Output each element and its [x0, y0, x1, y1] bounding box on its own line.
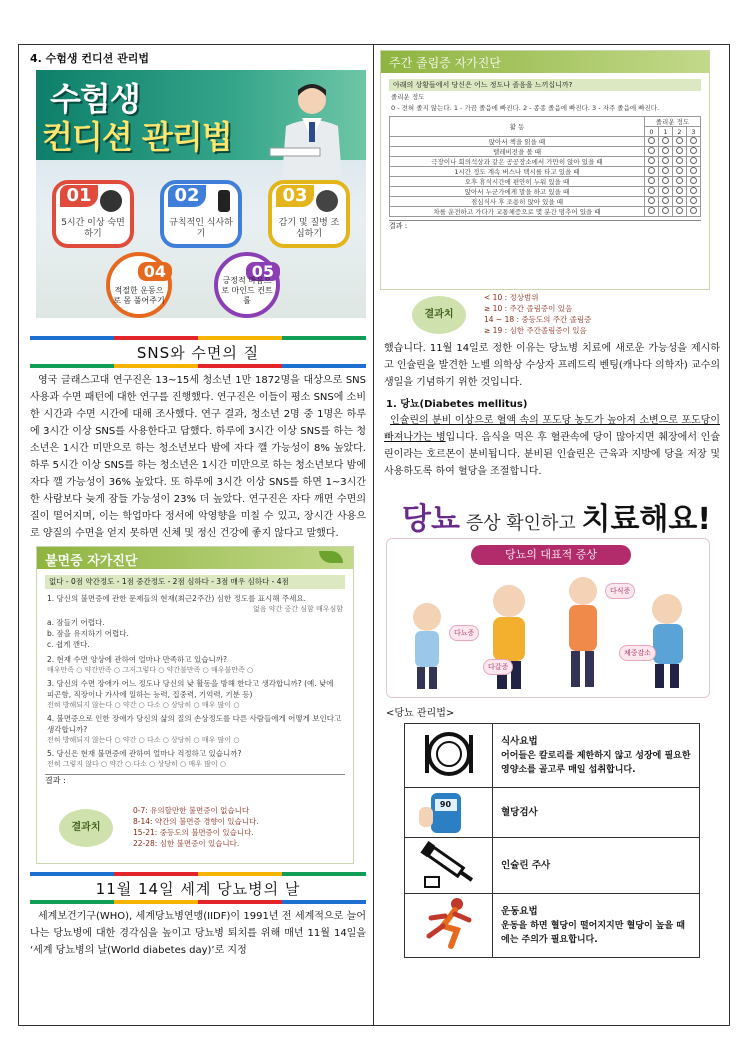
sleep-icon — [100, 190, 122, 212]
manage-title: 인슐린 주사 — [501, 859, 551, 871]
insomnia-self-check — [36, 546, 354, 864]
question-1-item: c. 쉽게 깬다. — [47, 640, 90, 649]
radio-option[interactable] — [648, 177, 655, 184]
banner-part: 당뇨 — [402, 502, 460, 537]
activity-cell: 오후 휴식시간에 편안히 누워 있을 때 — [390, 177, 645, 187]
degree-col: 3 — [687, 127, 701, 137]
radio-option[interactable] — [690, 137, 697, 144]
result-line: 결과 : — [45, 774, 345, 786]
symptoms-illustration — [386, 538, 710, 698]
sleepiness-title: 주간 졸림증 자가진단 — [381, 51, 709, 73]
medical-cross-icon — [316, 190, 338, 212]
sleepiness-legend: 0 - 전혀 졸지 않는다. 1 - 가끔 졸음에 빠진다. 2 - 종종 졸음에 빠진다. 3 - 자주 졸음에 빠진다. — [391, 104, 660, 112]
question-1-columns: 없음 약간 중간 심함 매우심함 — [252, 605, 343, 613]
question-1-item: b. 잠을 유지하기 어렵다. — [47, 629, 129, 638]
table-row — [390, 167, 701, 177]
radio-option[interactable] — [648, 137, 655, 144]
activity-cell: 1시간 정도 계속 버스나 택시를 타고 있을 때 — [390, 167, 645, 177]
sleepy-result-area — [380, 290, 724, 340]
manage-desc: 어어들은 칼로리를 제한하지 않고 성장에 필요한 영양소를 골고루 매일 섭취합니다. — [501, 750, 691, 775]
symptom-bubble: 다식증 — [605, 583, 635, 599]
tip-number: 03 — [276, 185, 314, 207]
degree-header: 졸리운 정도 — [645, 117, 701, 127]
question-2: 2. 현재 수면 양상에 관하여 얼마나 만족하고 있습니까? — [47, 655, 227, 664]
sns-section-title: SNS와 수면의 질 — [136, 344, 260, 362]
result-item: ≥ 19 : 심한 주간졸림증이 있음 — [484, 326, 587, 335]
table-row — [390, 177, 701, 187]
fork-knife-icon — [218, 190, 230, 212]
degree-col: 2 — [673, 127, 687, 137]
left-column — [26, 48, 370, 959]
radio-option[interactable] — [690, 167, 697, 174]
tip-label: 규칙적인 식사하기 — [169, 218, 233, 239]
radio-option[interactable] — [648, 187, 655, 194]
activity-cell: 앉아서 책을 읽을 때 — [390, 137, 645, 147]
table-row — [405, 894, 700, 958]
runner-icon — [405, 894, 493, 958]
question-2-options: 매우만족 ○ 약간만족 ○ 그저그렇다 ○ 약간불만족 ○ 매우불만족 ○ — [47, 666, 254, 674]
radio-option[interactable] — [648, 147, 655, 154]
sleepiness-self-check — [380, 50, 710, 290]
radio-option[interactable] — [662, 197, 669, 204]
tip-label: 긍정적 마음으로 마인드 컨트롤 — [221, 276, 273, 305]
question-1-item: a. 잠들기 어렵다. — [47, 618, 105, 627]
tip-card-4 — [106, 252, 172, 318]
insomnia-scale: 없다 - 0점 약간정도 - 1점 중간정도 - 2점 심하다 - 3점 매우 심하다 - 4점 — [45, 575, 345, 589]
column-divider — [373, 44, 374, 1026]
question-4-options: 전혀 방해되지 않는다 ○ 약간 ○ 다소 ○ 상당히 ○ 매우 많이 ○ — [47, 736, 240, 744]
sns-section-banner — [30, 336, 366, 368]
symptom-bubble: 체중감소 — [619, 645, 656, 661]
sns-paragraph: 영국 글래스고대 연구진은 13~15세 청소년 1만 1872명을 대상으로 SNS 사용과 수면 패턴에 대한 연구를 진행했다. 연구진은 이들이 평소 SNS에 소비한 시간과 수면 시간에 대해 조사했다. 연구 결과, 청소년 2명 중 1명은 하루에 3시간 이상 SNS를 사용한다고 답했다. 하루에 3시간 이상 SNS를 하는 청소년은 1시간 미만으로 하는 청소년보다 밤에 자다 깰 가능성이 8% 높았다. 하루 5시간 이상 SNS를 하는 청소년은 1시간 미만으로 하는 청소년보다 밤에 자다 깰 가능성이 36% 높았다. 또 하루에 3시간 이상 SNS를 하면 1~3시간 한 사람보다 늦게 잠들 가능성이 23% 더 높았다. 연구진은 자다 깨면 수면의 질이 떨어지며, 이는 학업마다 정서에 악영향을 미칠 수 있고, 장시간 사용으로 양질의 수면을 얻지 못하면 신체 및 정신 건강에 좋지 않다고 말했다. — [30, 375, 366, 539]
diabetes-day-continuation: 했습니다. 11월 14일로 정한 이유는 당뇨병 치료에 새로운 가능성을 제시하고 인슐린을 발견한 노벨 의학상 수상자 프레드릭 벤팅(캐나다 의학자) 교수의 생일을 기념하기 위한 것입니다. — [384, 343, 720, 388]
manage-cell — [493, 894, 700, 958]
radio-option[interactable] — [676, 147, 683, 154]
radio-option[interactable] — [676, 207, 683, 214]
children-illustration — [387, 565, 709, 699]
manage-title: 운동요법 — [501, 905, 538, 917]
activity-cell: 점심식사 후 조용히 앉아 있을 때 — [390, 197, 645, 207]
tip-number: 04 — [138, 262, 172, 281]
meter-readout: 90 — [435, 799, 457, 811]
radio-option[interactable] — [676, 177, 683, 184]
question-3-options: 전혀 방해되지 않는다 ○ 약간 ○ 다소 ○ 상당히 ○ 매우 많이 ○ — [47, 701, 240, 709]
right-column — [380, 50, 724, 958]
plate-fork-knife-icon — [405, 724, 493, 788]
insomnia-result-list — [133, 805, 259, 849]
activity-cell: 텔레비전을 볼 때 — [390, 147, 645, 157]
tip-number: 01 — [60, 185, 98, 207]
diabetes-day-banner — [30, 872, 366, 904]
banner-part: 증상 확인하고 — [459, 513, 582, 534]
symptom-bubble: 다뇨증 — [449, 625, 479, 641]
manage-cell — [493, 838, 700, 894]
diabetes-definition: 인슐린의 분비 이상으로 혈액 속의 포도당 농도가 높아져 소변으로 포도당이 빠져나가는 병 — [384, 415, 720, 443]
symptoms-caption: 당뇨의 대표적 증상 — [471, 545, 631, 565]
radio-option[interactable] — [690, 177, 697, 184]
diabetes-description: 입니다. 음식을 먹은 후 혈관속에 당이 많아지면 췌장에서 인슐린이라는 호르몬이 분비됩니다. 분비된 인슐린은 근육과 지방에 당을 저장 및 사용하도록 하여 혈당을 조절합니다. — [384, 432, 721, 477]
tip-card-1 — [52, 180, 134, 248]
tip-label: 적절한 운동으로 몸 풀어주기 — [113, 286, 165, 305]
question-4: 4. 불면증으로 인한 장애가 당신의 삶의 질의 손상정도를 다른 사람들에게 어떻게 보인다고 생각합니까? — [47, 714, 342, 734]
radio-option[interactable] — [662, 207, 669, 214]
diabetes-day-title: 11월 14일 세계 당뇨병의 날 — [95, 880, 301, 898]
manage-cell — [493, 724, 700, 788]
diabetes-paragraph — [384, 412, 720, 480]
radio-option[interactable] — [676, 197, 683, 204]
radio-option[interactable] — [676, 187, 683, 194]
table-row — [390, 137, 701, 147]
tip-label: 5시간 이상 숙면하기 — [61, 218, 125, 239]
syringe-icon — [405, 838, 493, 894]
manage-title: 혈당검사 — [501, 806, 538, 818]
radio-option[interactable] — [676, 167, 683, 174]
manage-cell — [493, 788, 700, 838]
diabetes-management-table — [404, 723, 700, 958]
radio-option[interactable] — [690, 207, 697, 214]
table-row — [390, 157, 701, 167]
sleepy-result-line: 결과 : — [389, 220, 701, 231]
radio-option[interactable] — [662, 177, 669, 184]
radio-option[interactable] — [676, 137, 683, 144]
tip-card-2 — [160, 180, 242, 248]
radio-option[interactable] — [690, 157, 697, 164]
radio-option[interactable] — [648, 157, 655, 164]
radio-option[interactable] — [648, 167, 655, 174]
manage-desc: 운동을 하면 혈당이 떨어지지만 혈당이 높을 때에는 주의가 필요합니다. — [501, 920, 685, 945]
tip-card-5 — [214, 252, 280, 318]
question-5: 5. 당신은 현재 불면증에 관하여 얼마나 걱정하고 있습니까? — [47, 749, 242, 758]
tip-number: 02 — [168, 185, 206, 207]
sleepiness-intro: 아래의 상황들에서 당신은 어느 정도나 졸음을 느끼십니까? — [389, 79, 701, 91]
degree-col: 1 — [659, 127, 673, 137]
tip-card-3 — [268, 180, 350, 248]
radio-option[interactable] — [690, 197, 697, 204]
sleepiness-legend-title: 졸리운 정도 — [391, 93, 425, 101]
radio-option[interactable] — [662, 147, 669, 154]
result-item: < 10 : 정상범위 — [484, 293, 539, 302]
condition-poster — [36, 70, 366, 318]
section-heading: 4. 수험생 컨디션 관리법 — [30, 52, 149, 65]
radio-option[interactable] — [662, 157, 669, 164]
activity-cell: 극장이나 회의석상과 같은 공공장소에서 가만히 앉아 있을 때 — [390, 157, 645, 167]
result-badge: 결과치 — [412, 296, 466, 334]
poster-title-line1: 수험생 — [50, 80, 140, 118]
degree-col: 0 — [645, 127, 659, 137]
poster-title-line2: 컨디션 관리법 — [42, 118, 232, 156]
result-item: 8-14: 약간의 불면증 경향이 있습니다. — [133, 817, 259, 826]
sleepy-result-list — [484, 292, 591, 336]
sleepiness-table — [389, 116, 701, 217]
table-row — [405, 838, 700, 894]
table-row — [390, 207, 701, 217]
manage-heading: <당뇨 관리법> — [386, 708, 455, 719]
radio-option[interactable] — [690, 187, 697, 194]
symptom-bubble: 다갈증 — [483, 659, 513, 675]
radio-option[interactable] — [676, 157, 683, 164]
result-item: ≥ 10 : 주간 졸림증이 있음 — [484, 304, 573, 313]
radio-option[interactable] — [662, 137, 669, 144]
glucometer-icon — [405, 788, 493, 838]
question-5-options: 전혀 그렇지 않다 ○ 약간 ○ 다소 ○ 상당히 ○ 매우 많이 ○ — [47, 760, 226, 768]
table-row — [390, 147, 701, 157]
table-row — [405, 788, 700, 838]
result-item: 14 ~ 18 : 중등도의 주간 졸림증 — [484, 315, 592, 324]
diabetes-heading: 1. 당뇨(Diabetes mellitus) — [386, 399, 528, 410]
table-row — [390, 187, 701, 197]
result-badge: 결과치 — [59, 809, 113, 847]
radio-option[interactable] — [690, 147, 697, 154]
question-1: 1. 당신의 불면증에 관한 문제들의 현재(최근2주간) 심한 정도를 표시해 주세요. — [47, 594, 306, 603]
activity-cell: 앉아서 누군가에게 말을 하고 있을 때 — [390, 187, 645, 197]
activity-header: 활 동 — [390, 117, 645, 137]
table-row — [390, 197, 701, 207]
banner-part: 치료해요! — [581, 502, 712, 537]
activity-cell: 차를 운전하고 가다가 교통체증으로 몇 분간 멈추어 있을 때 — [390, 207, 645, 217]
insomnia-title: 불면증 자가진단 — [37, 547, 353, 569]
radio-option[interactable] — [648, 197, 655, 204]
tip-label: 감기 및 질병 조심하기 — [278, 218, 340, 239]
question-3: 3. 당신의 수면 장애가 어느 정도나 당신의 낮 활동을 방해 한다고 생각합니까? (예. 낮에 피곤함, 직장이나 가사에 일하는 능력, 집중력, 기억력, 기분 등) — [47, 679, 334, 699]
radio-option[interactable] — [648, 207, 655, 214]
radio-option[interactable] — [662, 187, 669, 194]
result-item: 0-7: 유의할만한 불면증이 없습니다 — [133, 806, 250, 815]
diabetes-banner — [402, 494, 724, 537]
radio-option[interactable] — [662, 167, 669, 174]
table-row — [405, 724, 700, 788]
student-illustration — [262, 78, 360, 178]
result-item: 15-21: 중등도의 불면증이 있습니다. — [133, 828, 254, 837]
tip-number: 05 — [246, 262, 280, 281]
result-item: 22-28: 심한 불면증이 있습니다. — [133, 839, 240, 848]
diabetes-day-paragraph: 세계보건기구(WHO), 세계당뇨병연맹(IIDF)이 1991년 전 세계적으로 늘어나는 당뇨병에 대한 경각심을 높이고 당뇨병 퇴치를 위해 매년 11월 14일을 ‘세계 당뇨병의 날(World diabetes day)’로 지정 — [30, 911, 366, 956]
manage-title: 식사요법 — [501, 735, 538, 747]
